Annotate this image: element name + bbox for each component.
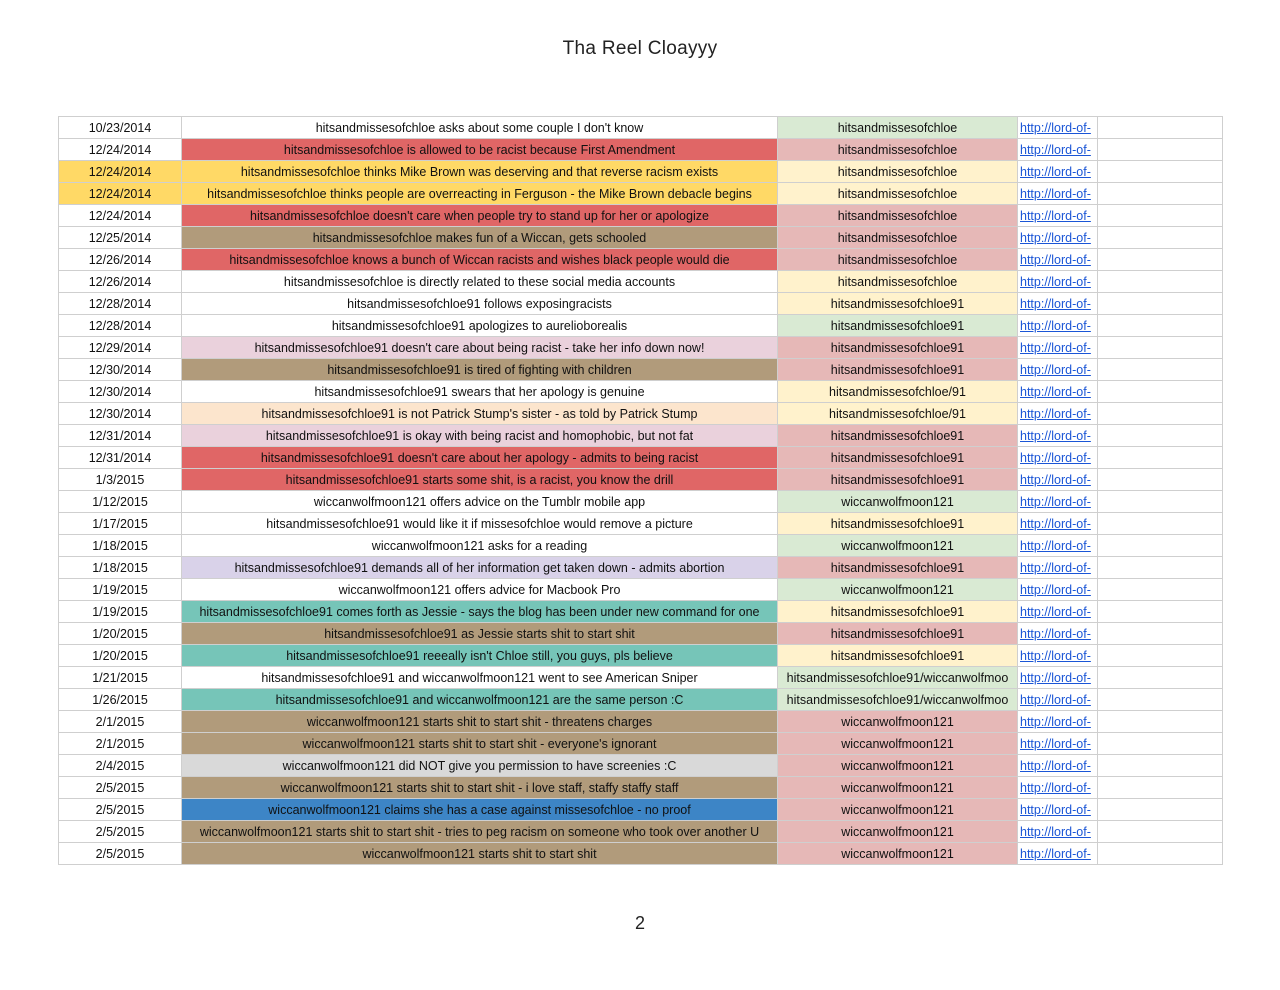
account-cell: hitsandmissesofchloe91 <box>778 359 1018 381</box>
date-cell: 1/20/2015 <box>59 645 182 667</box>
link-cell[interactable]: http://lord-of- <box>1018 447 1098 469</box>
table-row <box>59 469 1223 491</box>
table-row <box>59 337 1223 359</box>
date-cell: 12/26/2014 <box>59 271 182 293</box>
table-row <box>59 711 1223 733</box>
empty-cell <box>1098 447 1223 469</box>
date-cell: 12/30/2014 <box>59 403 182 425</box>
link-cell[interactable]: http://lord-of- <box>1018 535 1098 557</box>
date-cell: 12/28/2014 <box>59 293 182 315</box>
account-cell: wiccanwolfmoon121 <box>778 535 1018 557</box>
link-cell[interactable]: http://lord-of- <box>1018 513 1098 535</box>
table-row <box>59 359 1223 381</box>
date-cell: 2/1/2015 <box>59 733 182 755</box>
account-cell: hitsandmissesofchloe91 <box>778 447 1018 469</box>
account-cell: wiccanwolfmoon121 <box>778 777 1018 799</box>
description-cell: hitsandmissesofchloe91 comes forth as Jessie - says the blog has been under new command for one <box>182 601 778 623</box>
table-row <box>59 689 1223 711</box>
link-cell[interactable]: http://lord-of- <box>1018 293 1098 315</box>
date-cell: 12/24/2014 <box>59 139 182 161</box>
account-cell: hitsandmissesofchloe <box>778 227 1018 249</box>
description-cell: hitsandmissesofchloe asks about some couple I don't know <box>182 117 778 139</box>
link-cell[interactable]: http://lord-of- <box>1018 711 1098 733</box>
empty-cell <box>1098 403 1223 425</box>
description-cell: hitsandmissesofchloe knows a bunch of Wiccan racists and wishes black people would die <box>182 249 778 271</box>
description-cell: wiccanwolfmoon121 starts shit to start shit - i love staff, staffy staffy staff <box>182 777 778 799</box>
link-cell[interactable]: http://lord-of- <box>1018 491 1098 513</box>
account-cell: hitsandmissesofchloe91/wiccanwolfmoo <box>778 667 1018 689</box>
empty-cell <box>1098 557 1223 579</box>
table-row <box>59 579 1223 601</box>
date-cell: 1/19/2015 <box>59 601 182 623</box>
account-cell: hitsandmissesofchloe91 <box>778 337 1018 359</box>
account-cell: wiccanwolfmoon121 <box>778 711 1018 733</box>
empty-cell <box>1098 491 1223 513</box>
table-row <box>59 139 1223 161</box>
table-row <box>59 513 1223 535</box>
account-cell: hitsandmissesofchloe91/wiccanwolfmoo <box>778 689 1018 711</box>
date-cell: 12/29/2014 <box>59 337 182 359</box>
empty-cell <box>1098 843 1223 865</box>
table-row <box>59 271 1223 293</box>
link-cell[interactable]: http://lord-of- <box>1018 623 1098 645</box>
description-cell: wiccanwolfmoon121 did NOT give you permission to have screenies :C <box>182 755 778 777</box>
description-cell: hitsandmissesofchloe thinks Mike Brown was deserving and that reverse racism exists <box>182 161 778 183</box>
description-cell: wiccanwolfmoon121 starts shit to start shit - everyone's ignorant <box>182 733 778 755</box>
description-cell: hitsandmissesofchloe91 reeeally isn't Chloe still, you guys, pls believe <box>182 645 778 667</box>
link-cell[interactable]: http://lord-of- <box>1018 601 1098 623</box>
date-cell: 12/30/2014 <box>59 359 182 381</box>
account-cell: hitsandmissesofchloe91 <box>778 645 1018 667</box>
table-row <box>59 557 1223 579</box>
date-cell: 1/17/2015 <box>59 513 182 535</box>
link-cell[interactable]: http://lord-of- <box>1018 557 1098 579</box>
date-cell: 1/26/2015 <box>59 689 182 711</box>
empty-cell <box>1098 139 1223 161</box>
date-cell: 1/20/2015 <box>59 623 182 645</box>
link-cell[interactable]: http://lord-of- <box>1018 777 1098 799</box>
link-cell[interactable]: http://lord-of- <box>1018 469 1098 491</box>
table-row <box>59 425 1223 447</box>
spreadsheet-table <box>58 116 1223 865</box>
link-cell[interactable]: http://lord-of- <box>1018 645 1098 667</box>
table-row <box>59 755 1223 777</box>
account-cell: wiccanwolfmoon121 <box>778 843 1018 865</box>
link-cell[interactable]: http://lord-of- <box>1018 733 1098 755</box>
date-cell: 2/1/2015 <box>59 711 182 733</box>
empty-cell <box>1098 117 1223 139</box>
date-cell: 2/5/2015 <box>59 777 182 799</box>
description-cell: hitsandmissesofchloe91 is okay with being racist and homophobic, but not fat <box>182 425 778 447</box>
table-row <box>59 821 1223 843</box>
empty-cell <box>1098 755 1223 777</box>
account-cell: wiccanwolfmoon121 <box>778 755 1018 777</box>
table-row <box>59 843 1223 865</box>
empty-cell <box>1098 601 1223 623</box>
description-cell: hitsandmissesofchloe91 doesn't care about being racist - take her info down now! <box>182 337 778 359</box>
link-cell[interactable]: http://lord-of- <box>1018 425 1098 447</box>
table-row <box>59 161 1223 183</box>
empty-cell <box>1098 513 1223 535</box>
date-cell: 1/19/2015 <box>59 579 182 601</box>
account-cell: hitsandmissesofchloe91 <box>778 293 1018 315</box>
table-row <box>59 249 1223 271</box>
table-row <box>59 381 1223 403</box>
empty-cell <box>1098 205 1223 227</box>
link-cell[interactable]: http://lord-of- <box>1018 271 1098 293</box>
date-cell: 2/4/2015 <box>59 755 182 777</box>
account-cell: hitsandmissesofchloe91 <box>778 601 1018 623</box>
empty-cell <box>1098 579 1223 601</box>
link-cell[interactable]: http://lord-of- <box>1018 359 1098 381</box>
link-cell[interactable]: http://lord-of- <box>1018 381 1098 403</box>
link-cell[interactable]: http://lord-of- <box>1018 337 1098 359</box>
date-cell: 12/24/2014 <box>59 183 182 205</box>
account-cell: hitsandmissesofchloe <box>778 249 1018 271</box>
date-cell: 12/25/2014 <box>59 227 182 249</box>
table-row <box>59 777 1223 799</box>
account-cell: hitsandmissesofchloe/91 <box>778 403 1018 425</box>
table-row <box>59 447 1223 469</box>
date-cell: 1/18/2015 <box>59 557 182 579</box>
link-cell[interactable]: http://lord-of- <box>1018 799 1098 821</box>
account-cell: hitsandmissesofchloe <box>778 161 1018 183</box>
link-cell[interactable]: http://lord-of- <box>1018 227 1098 249</box>
empty-cell <box>1098 359 1223 381</box>
link-cell[interactable]: http://lord-of- <box>1018 403 1098 425</box>
account-cell: hitsandmissesofchloe91 <box>778 425 1018 447</box>
empty-cell <box>1098 711 1223 733</box>
description-cell: wiccanwolfmoon121 starts shit to start shit <box>182 843 778 865</box>
description-cell: hitsandmissesofchloe91 as Jessie starts shit to start shit <box>182 623 778 645</box>
date-cell: 1/18/2015 <box>59 535 182 557</box>
date-cell: 1/12/2015 <box>59 491 182 513</box>
empty-cell <box>1098 337 1223 359</box>
description-cell: hitsandmissesofchloe91 and wiccanwolfmoon121 are the same person :C <box>182 689 778 711</box>
link-cell[interactable]: http://lord-of- <box>1018 205 1098 227</box>
description-cell: hitsandmissesofchloe91 apologizes to aurelioborealis <box>182 315 778 337</box>
table-row <box>59 667 1223 689</box>
table-row <box>59 205 1223 227</box>
date-cell: 12/31/2014 <box>59 425 182 447</box>
empty-cell <box>1098 249 1223 271</box>
description-cell: wiccanwolfmoon121 asks for a reading <box>182 535 778 557</box>
description-cell: hitsandmissesofchloe doesn't care when people try to stand up for her or apologize <box>182 205 778 227</box>
empty-cell <box>1098 315 1223 337</box>
account-cell: hitsandmissesofchloe/91 <box>778 381 1018 403</box>
account-cell: hitsandmissesofchloe <box>778 205 1018 227</box>
link-cell[interactable]: http://lord-of- <box>1018 139 1098 161</box>
table-row <box>59 601 1223 623</box>
table-row <box>59 315 1223 337</box>
table-row <box>59 117 1223 139</box>
table-row <box>59 623 1223 645</box>
table-body <box>59 117 1223 865</box>
date-cell: 12/24/2014 <box>59 161 182 183</box>
empty-cell <box>1098 733 1223 755</box>
description-cell: wiccanwolfmoon121 claims she has a case against missesofchloe - no proof <box>182 799 778 821</box>
description-cell: hitsandmissesofchloe91 follows exposingracists <box>182 293 778 315</box>
description-cell: wiccanwolfmoon121 starts shit to start shit - tries to peg racism on someone who took over another U <box>182 821 778 843</box>
account-cell: wiccanwolfmoon121 <box>778 733 1018 755</box>
empty-cell <box>1098 381 1223 403</box>
account-cell: hitsandmissesofchloe91 <box>778 623 1018 645</box>
table-row <box>59 183 1223 205</box>
empty-cell <box>1098 293 1223 315</box>
account-cell: hitsandmissesofchloe91 <box>778 469 1018 491</box>
table-row <box>59 799 1223 821</box>
table-row <box>59 733 1223 755</box>
description-cell: wiccanwolfmoon121 offers advice for Macbook Pro <box>182 579 778 601</box>
description-cell: hitsandmissesofchloe91 starts some shit, is a racist, you know the drill <box>182 469 778 491</box>
link-cell[interactable]: http://lord-of- <box>1018 755 1098 777</box>
page-number: 2 <box>634 913 645 933</box>
link-cell[interactable]: http://lord-of- <box>1018 667 1098 689</box>
description-cell: hitsandmissesofchloe thinks people are overreacting in Ferguson - the Mike Brown debacle begins <box>182 183 778 205</box>
date-cell: 2/5/2015 <box>59 799 182 821</box>
link-cell[interactable]: http://lord-of- <box>1018 689 1098 711</box>
table-row <box>59 293 1223 315</box>
table-row <box>59 227 1223 249</box>
link-cell[interactable]: http://lord-of- <box>1018 249 1098 271</box>
date-cell: 1/3/2015 <box>59 469 182 491</box>
account-cell: wiccanwolfmoon121 <box>778 821 1018 843</box>
link-cell[interactable]: http://lord-of- <box>1018 579 1098 601</box>
description-cell: hitsandmissesofchloe91 demands all of her information get taken down - admits abortion <box>182 557 778 579</box>
empty-cell <box>1098 777 1223 799</box>
account-cell: hitsandmissesofchloe <box>778 183 1018 205</box>
empty-cell <box>1098 535 1223 557</box>
link-cell[interactable]: http://lord-of- <box>1018 315 1098 337</box>
account-cell: wiccanwolfmoon121 <box>778 799 1018 821</box>
description-cell: hitsandmissesofchloe91 would like it if missesofchloe would remove a picture <box>182 513 778 535</box>
description-cell: hitsandmissesofchloe is allowed to be racist because First Amendment <box>182 139 778 161</box>
account-cell: hitsandmissesofchloe91 <box>778 557 1018 579</box>
table-row <box>59 535 1223 557</box>
empty-cell <box>1098 161 1223 183</box>
account-cell: hitsandmissesofchloe <box>778 139 1018 161</box>
link-cell[interactable]: http://lord-of- <box>1018 843 1098 865</box>
empty-cell <box>1098 799 1223 821</box>
empty-cell <box>1098 689 1223 711</box>
account-cell: wiccanwolfmoon121 <box>778 491 1018 513</box>
date-cell: 2/5/2015 <box>59 843 182 865</box>
account-cell: hitsandmissesofchloe <box>778 117 1018 139</box>
empty-cell <box>1098 227 1223 249</box>
empty-cell <box>1098 645 1223 667</box>
link-cell[interactable]: http://lord-of- <box>1018 161 1098 183</box>
link-cell[interactable]: http://lord-of- <box>1018 117 1098 139</box>
table-row <box>59 645 1223 667</box>
date-cell: 1/21/2015 <box>59 667 182 689</box>
description-cell: hitsandmissesofchloe91 and wiccanwolfmoon121 went to see American Sniper <box>182 667 778 689</box>
date-cell: 12/24/2014 <box>59 205 182 227</box>
empty-cell <box>1098 623 1223 645</box>
description-cell: wiccanwolfmoon121 starts shit to start shit - threatens charges <box>182 711 778 733</box>
document-title: Tha Reel Cloayyy <box>562 38 718 59</box>
description-cell: hitsandmissesofchloe makes fun of a Wiccan, gets schooled <box>182 227 778 249</box>
date-cell: 2/5/2015 <box>59 821 182 843</box>
account-cell: wiccanwolfmoon121 <box>778 579 1018 601</box>
empty-cell <box>1098 821 1223 843</box>
description-cell: hitsandmissesofchloe91 is not Patrick Stump's sister - as told by Patrick Stump <box>182 403 778 425</box>
date-cell: 12/28/2014 <box>59 315 182 337</box>
link-cell[interactable]: http://lord-of- <box>1018 183 1098 205</box>
empty-cell <box>1098 469 1223 491</box>
description-cell: hitsandmissesofchloe91 doesn't care about her apology - admits to being racist <box>182 447 778 469</box>
account-cell: hitsandmissesofchloe91 <box>778 315 1018 337</box>
empty-cell <box>1098 183 1223 205</box>
empty-cell <box>1098 271 1223 293</box>
account-cell: hitsandmissesofchloe <box>778 271 1018 293</box>
description-cell: hitsandmissesofchloe is directly related to these social media accounts <box>182 271 778 293</box>
date-cell: 10/23/2014 <box>59 117 182 139</box>
table-row <box>59 403 1223 425</box>
description-cell: hitsandmissesofchloe91 swears that her apology is genuine <box>182 381 778 403</box>
date-cell: 12/26/2014 <box>59 249 182 271</box>
description-cell: hitsandmissesofchloe91 is tired of fighting with children <box>182 359 778 381</box>
link-cell[interactable]: http://lord-of- <box>1018 821 1098 843</box>
table-row <box>59 491 1223 513</box>
description-cell: wiccanwolfmoon121 offers advice on the Tumblr mobile app <box>182 491 778 513</box>
date-cell: 12/30/2014 <box>59 381 182 403</box>
empty-cell <box>1098 667 1223 689</box>
date-cell: 12/31/2014 <box>59 447 182 469</box>
empty-cell <box>1098 425 1223 447</box>
account-cell: hitsandmissesofchloe91 <box>778 513 1018 535</box>
